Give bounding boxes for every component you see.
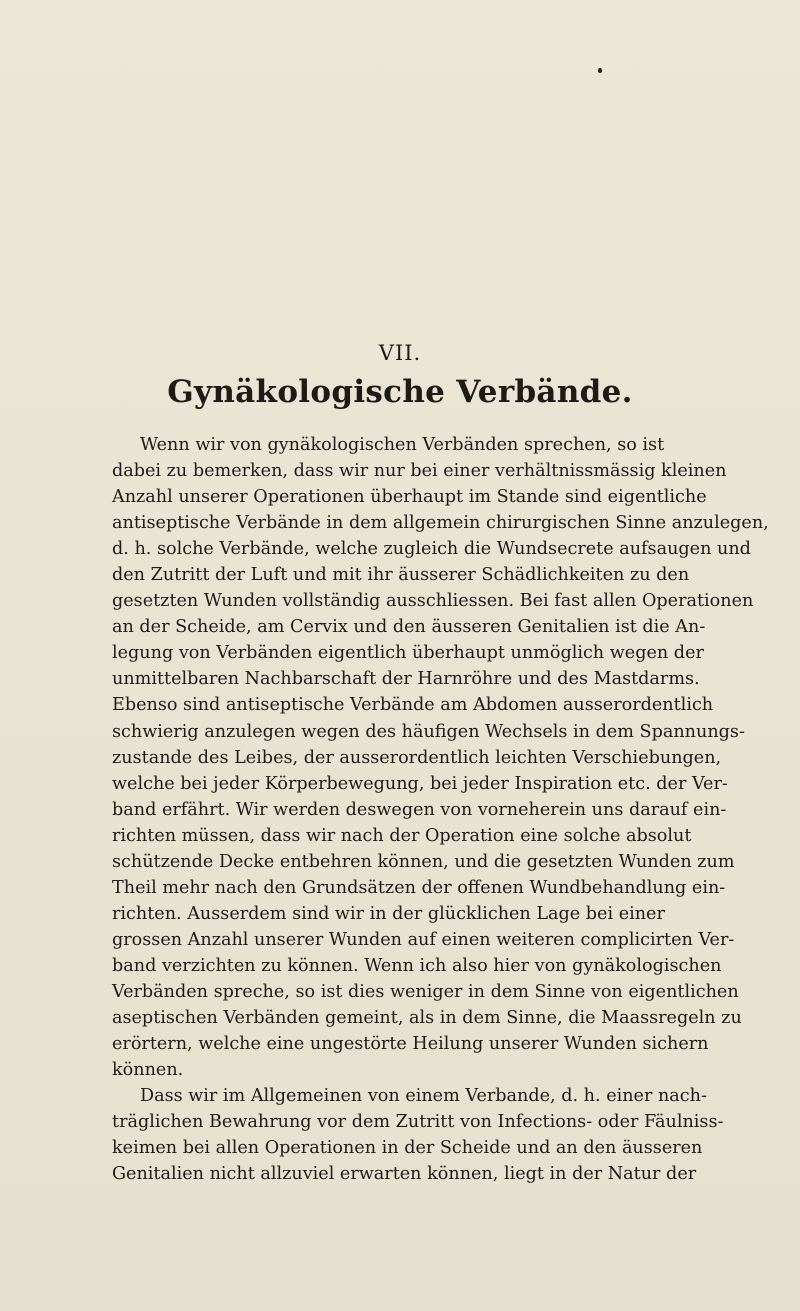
paragraph-first-line: Wenn wir von gynäkologischen Verbänden sprechen, so ist (140, 435, 665, 455)
text-line: welche bei jeder Körperbewegung, bei jeder Inspiration etc. der Ver- (112, 773, 728, 794)
ink-speck (598, 68, 602, 73)
text-line: dabei zu bemerken, dass wir nur bei einer verhältnissmässig kleinen (112, 461, 727, 482)
text-line: Verbänden spreche, so ist dies weniger in dem Sinne von eigentlichen (112, 981, 739, 1002)
text-line: aseptischen Verbänden gemeint, als in dem Sinne, die Maassregeln zu (112, 1008, 742, 1029)
text-line: richten. Ausserdem sind wir in der glücklichen Lage bei einer (112, 903, 665, 924)
text-line: d. h. solche Verbände, welche zugleich die Wundsecrete aufsaugen und (112, 539, 751, 560)
text-line: erörtern, welche eine ungestörte Heilung unserer Wunden sichern (112, 1034, 709, 1055)
text-line: keimen bei allen Operationen in der Scheide und an den äusseren (112, 1138, 703, 1159)
text-line: Genitalien nicht allzuviel erwarten können, liegt in der Natur der (112, 1164, 697, 1185)
text-line: zustande des Leibes, der ausserordentlich leichten Verschiebungen, (112, 747, 722, 768)
text-line: können. (112, 1060, 184, 1081)
text-line: den Zutritt der Luft und mit ihr äusserer Schädlichkeiten zu den (112, 565, 690, 586)
text-line: richten müssen, dass wir nach der Operation eine solche absolut (112, 825, 692, 846)
body-text (112, 432, 769, 1187)
chapter-number: VII. (378, 341, 422, 365)
text-line: schwierig anzulegen wegen des häufigen Wechsels in dem Spannungs- (112, 721, 745, 742)
text-line: schützende Decke entbehren können, und die gesetzten Wunden zum (112, 851, 735, 872)
text-line: Theil mehr nach den Grundsätzen der offenen Wundbehandlung ein- (112, 877, 726, 898)
text-line: legung von Verbänden eigentlich überhaupt unmöglich wegen der (112, 643, 704, 664)
chapter-title: Gynäkologische Verbände. (167, 374, 633, 410)
text-line: grossen Anzahl unserer Wunden auf einen weiteren complicirten Ver- (112, 929, 735, 950)
text-line: träglichen Bewahrung vor dem Zutritt von Infections- oder Fäulniss- (112, 1112, 724, 1133)
text-line: band verzichten zu können. Wenn ich also hier von gynäkologischen (112, 955, 722, 976)
text-line: Ebenso sind antiseptische Verbände am Abdomen ausserordentlich (112, 695, 714, 716)
paragraph-first-line: Dass wir im Allgemeinen von einem Verbande, d. h. einer nach- (140, 1086, 707, 1107)
text-line: band erfährt. Wir werden deswegen von vorneherein uns darauf ein- (112, 799, 727, 820)
text-line: Anzahl unserer Operationen überhaupt im Stande sind eigentliche (112, 487, 707, 508)
text-line: unmittelbaren Nachbarschaft der Harnröhre und des Mastdarms. (112, 669, 700, 690)
text-line: antiseptische Verbände in dem allgemein chirurgischen Sinne anzulegen, (112, 513, 769, 534)
text-line: gesetzten Wunden vollständig ausschliessen. Bei fast allen Operationen (112, 591, 754, 612)
text-line: an der Scheide, am Cervix und den äusseren Genitalien ist die An- (112, 617, 706, 638)
